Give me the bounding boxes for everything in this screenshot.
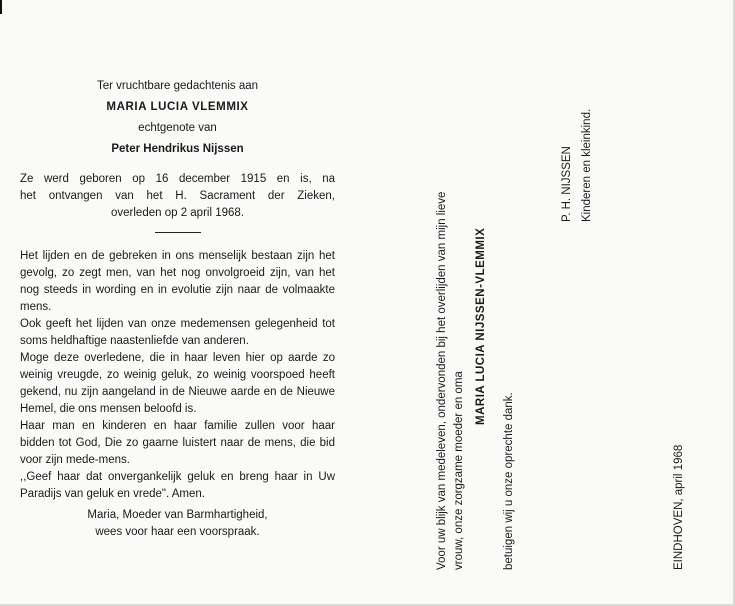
- thanks-line-3: betuigen wij u onze oprechte dank.: [503, 392, 515, 570]
- prayer-line-2: wees voor haar een voorspraak.: [95, 526, 260, 538]
- body-paragraph-2: Ook geeft het lijden van onze medemensen gelegenheid tot soms heldhaftige naastenliefde van anderen.: [20, 318, 335, 347]
- birth-line-2: het ontvangen van het H. Sacrament der Zieken,: [20, 190, 335, 202]
- prayer: [20, 507, 335, 541]
- divider-rule: [155, 232, 201, 233]
- thanks-line-1: Voor uw blijk van medeleven, ondervonden bij het overlijden van mijn lieve: [436, 191, 448, 570]
- body-paragraph-3: Moge deze overledene, die in haar leven hier op aarde zo weinig vreugde, zo weinig geluk, zo weinig voorspoed heeft gekend, nu zijn aangeland in de Nieuwe aarde en de Nieuwe Hemel, die ons mensen beloofd is.: [20, 352, 335, 415]
- left-panel: [20, 78, 335, 541]
- body-paragraph-4: Haar man en kinderen en haar familie zullen voor haar bidden tot God, Die zo gaarne luistert naar de mens, die bid voor zijn mede-mens.: [20, 420, 335, 466]
- spouse-name: Peter Hendrikus Nijssen: [111, 143, 244, 155]
- thanks-line-2: vrouw, onze zorgzame moeder en oma: [453, 371, 465, 570]
- birth-line-3: overleden op 2 april 1968.: [111, 207, 244, 219]
- spouse-label: echtgenote van: [138, 122, 217, 134]
- recipient-name: MARIA LUCIA NIJSSEN-VLEMMIX: [475, 227, 487, 425]
- birth-death-paragraph: [20, 171, 335, 222]
- intro-line: Ter vruchtbare gedachtenis aan: [96, 80, 259, 92]
- corner-mark: [0, 0, 2, 14]
- body-paragraph-5: ,,Geef haar dat onvergankelijk geluk en breng haar in Uw Paradijs van geluk en vrede". Amen.: [20, 471, 335, 500]
- signer-name: P. H. NIJSSEN: [561, 146, 573, 222]
- deceased-name: MARIA LUCIA VLEMMIX: [106, 101, 249, 113]
- family-line: Kinderen en kleinkind.: [581, 108, 593, 222]
- place-date: EINDHOVEN, april 1968: [673, 444, 685, 570]
- birth-line-1: Ze werd geboren op 16 december 1915 en is, na: [20, 173, 335, 185]
- body-paragraph-1: Het lijden en de gebreken in ons menselijk bestaan zijn het gevolg, zo zegt men, van het nog onvolgroeid zijn, van het nog steeds in wording en in evolutie zijn naar de volmaakte mens.: [20, 250, 335, 313]
- prayer-line-1: Maria, Moeder van Barmhartigheid,: [87, 509, 268, 521]
